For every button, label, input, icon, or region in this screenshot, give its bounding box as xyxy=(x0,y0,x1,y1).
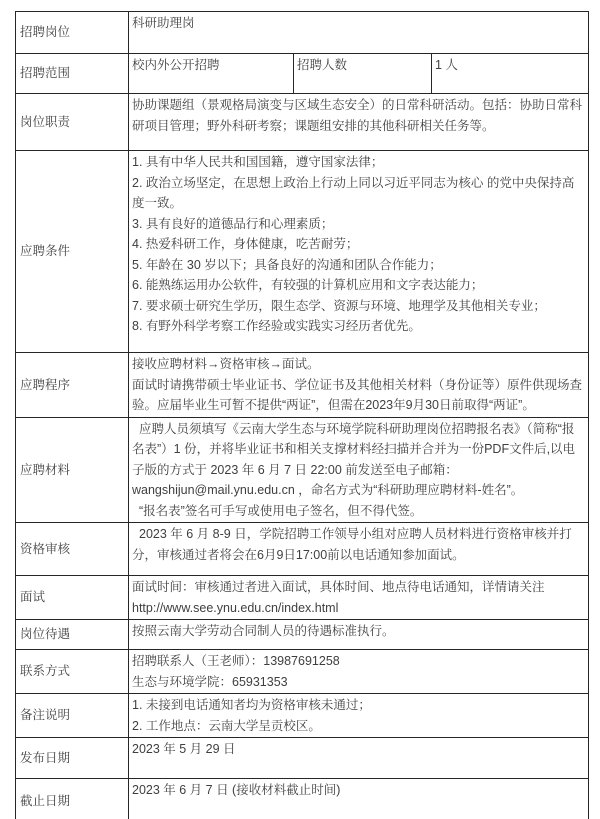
procedure-flow: 接收应聘材料→资格审核→面试。 xyxy=(132,357,320,371)
materials-paragraph: 应聘人员须填写《云南大学生态与环境学院科研助理岗位招聘报名表》（简称“报名表”）1 份，并将毕业证书和相关支撑材料经扫描并合并为一份PDF文件后,以电子版的方式于 2023 年 6 月 7 日 22:00 前发送至电子邮箱： wangshijun@mail.ynu.edu.cn ，命名方式为“科研助理应聘材料-姓名”。 xyxy=(132,421,576,497)
requirements-label: 应聘条件 xyxy=(16,151,129,353)
procedure-note: 面试时请携带硕士毕业证书、学位证书及其他相关材料（身份证等）原件供现场查验。应届毕业生可暂不提供“两证”，但需在2023年9月30日前取得“两证”。 xyxy=(132,377,583,412)
requirement-item: 2. 政治立场坚定，在思想上政治上行动上同以习近平同志为核心 的党中央保持高度一致。 xyxy=(132,175,575,210)
remark-item: 2. 工作地点：云南大学呈贡校区。 xyxy=(132,718,321,733)
row-salary xyxy=(16,620,589,650)
duties-value: 协助课题组（景观格局演变与区域生态安全）的日常科研活动。包括：协助日常科研项目管理；野外科研考察；课题组安排的其他科研相关任务等。 xyxy=(129,94,589,151)
requirement-item: 4. 热爱科研工作，身体健康，吃苦耐劳； xyxy=(132,237,359,251)
interview-label: 面试 xyxy=(16,576,129,620)
requirements-value xyxy=(129,151,589,353)
qualification-review-value xyxy=(129,523,589,576)
row-position xyxy=(16,12,589,54)
remark-item: 1. 未接到电话通知者均为资格审核未通过； xyxy=(132,698,371,712)
row-qualification-review xyxy=(16,523,589,576)
row-materials xyxy=(16,417,589,523)
row-interview xyxy=(16,576,589,620)
interview-value xyxy=(129,576,589,620)
row-deadline xyxy=(16,779,589,819)
position-value: 科研助理岗 xyxy=(129,12,589,54)
scope-value: 校内外公开招聘 xyxy=(129,54,294,94)
scope-label: 招聘范围 xyxy=(16,54,129,94)
procedure-label: 应聘程序 xyxy=(16,353,129,418)
duties-label: 岗位职责 xyxy=(16,94,129,151)
remarks-value xyxy=(129,694,589,738)
row-duties xyxy=(16,94,589,151)
deadline-value: 2023 年 6 月 7 日 (接收材料截止时间) xyxy=(129,779,589,819)
contact-school-phone: 生态与环境学院：65931353 xyxy=(132,674,288,689)
recruitment-table xyxy=(15,11,589,819)
publish-date-label: 发布日期 xyxy=(16,738,129,779)
row-remarks xyxy=(16,694,589,738)
row-contact xyxy=(16,650,589,694)
position-label: 招聘岗位 xyxy=(16,12,129,54)
requirement-item: 1. 具有中华人民共和国国籍，遵守国家法律； xyxy=(132,155,384,169)
row-scope xyxy=(16,54,589,94)
contact-label: 联系方式 xyxy=(16,650,129,694)
remarks-label: 备注说明 xyxy=(16,694,129,738)
row-procedure xyxy=(16,353,589,418)
qualification-review-paragraph: 2023 年 6 月 8-9 日，学院招聘工作领导小组对应聘人员材料进行资格审核并打分，审核通过者将会在6月9日17:00前以电话通知参加面试。 xyxy=(132,527,572,562)
row-requirements xyxy=(16,151,589,353)
interview-time-note: 面试时间：审核通过者进入面试，具体时间、地点待电话通知，详情请关注 xyxy=(132,580,545,594)
row-publish-date xyxy=(16,738,589,779)
salary-value: 按照云南大学劳动合同制人员的待遇标准执行。 xyxy=(129,620,589,650)
headcount-value: 1 人 xyxy=(432,54,589,94)
materials-value xyxy=(129,417,589,523)
requirement-item: 6. 能熟练运用办公软件，有较强的计算机应用和文字表达能力； xyxy=(132,278,484,292)
contact-value xyxy=(129,650,589,694)
requirement-item: 7. 要求硕士研究生学历，限生态学、资源与环境、地理学及其他相关专业； xyxy=(132,298,546,313)
publish-date-value: 2023 年 5 月 29 日 xyxy=(129,738,589,779)
contact-person-phone: 招聘联系人（王老师）：13987691258 xyxy=(132,654,340,668)
procedure-value xyxy=(129,353,589,418)
deadline-label: 截止日期 xyxy=(16,779,129,819)
interview-info-url: http://www.see.ynu.edu.cn/index.html xyxy=(132,600,339,615)
salary-label: 岗位待遇 xyxy=(16,620,129,650)
materials-signature-note: “报名表”签名可手写或使用电子签名，但不得代签。 xyxy=(139,503,423,518)
materials-label: 应聘材料 xyxy=(16,417,129,523)
requirement-item: 5. 年龄在 30 岁以下；具备良好的沟通和团队合作能力； xyxy=(132,257,442,272)
requirement-item: 8. 有野外科学考察工作经验或实践实习经历者优先。 xyxy=(132,319,421,333)
headcount-label: 招聘人数 xyxy=(294,54,432,94)
qualification-review-label: 资格审核 xyxy=(16,523,129,576)
requirement-item: 3. 具有良好的道德品行和心理素质； xyxy=(132,216,334,231)
